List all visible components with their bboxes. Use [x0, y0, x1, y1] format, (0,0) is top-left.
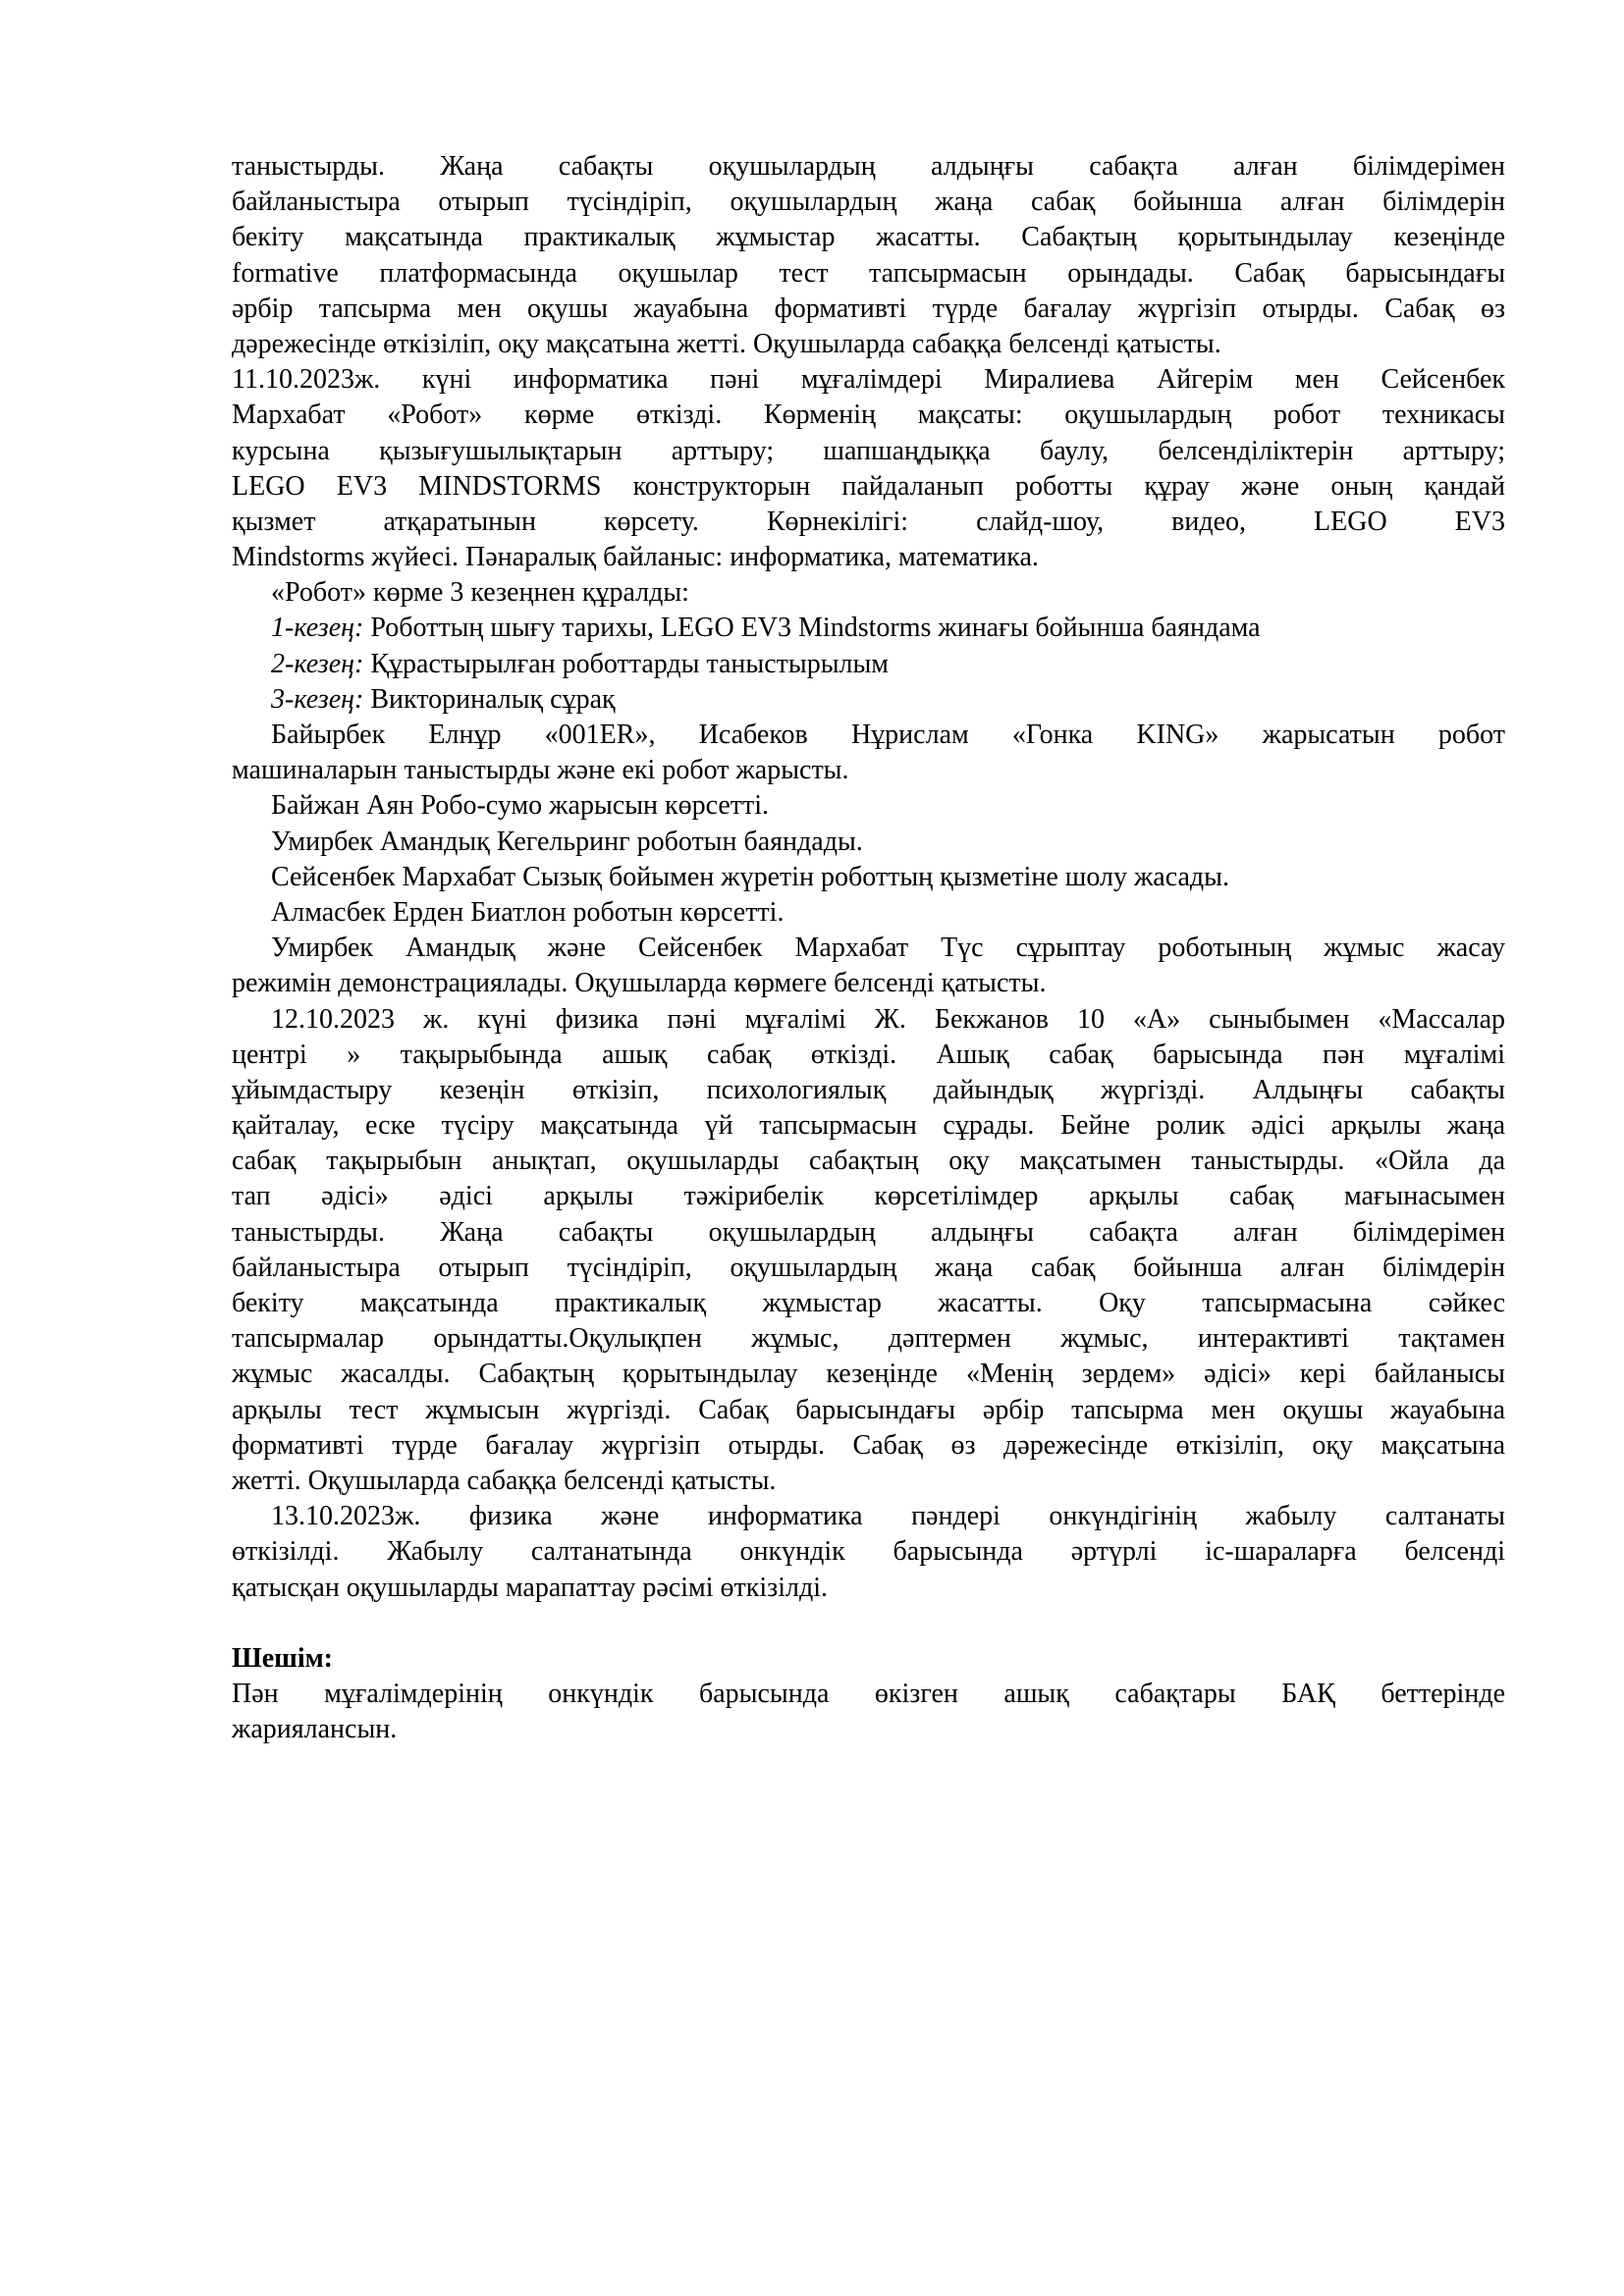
text-line: тапсырмалар орындатты.Оқулықпен жұмыс, дәптермен жұмыс, интерактивті тақтамен: [232, 1323, 1505, 1355]
text-line: таныстырды. Жаңа сабақты оқушылардың алдыңғы сабақта алған білімдерімен: [232, 1216, 1505, 1248]
text-line: жетті. Оқушыларда сабаққа белсенді қатысты.: [232, 1465, 777, 1496]
text-line: сабақ тақырыбын анықтап, оқушыларды сабақтың оқу мақсатымен таныстырды. «Ойла да: [232, 1146, 1505, 1177]
text-line: қайталау, еске түсіру мақсатында үй тапсырмасын сұрады. Бейне ролик әдісі арқылы жаңа: [232, 1110, 1505, 1142]
text-line: ұйымдастыру кезеңін өткізіп, психологиялық дайындық жүргізді. Алдыңғы сабақты: [232, 1074, 1505, 1105]
text-line: формативті түрде бағалау жүргізіп отырды. Сабақ өз дәрежесінде өткізіліп, оқу мақсатына: [232, 1429, 1505, 1461]
blank-line: [232, 1606, 1505, 1641]
text-line: центрі » тақырыбында ашық сабақ өткізді. Ашық сабақ барысында пән мұғалімі: [232, 1039, 1505, 1070]
text-line: режимін демонстрациялады. Оқушыларда көрмеге белсенді қатысты.: [232, 968, 1047, 999]
text-line: таныстырды. Жаңа сабақты оқушылардың алдыңғы сабақта алған білімдерімен: [232, 151, 1505, 182]
paragraph-closing-ceremony: [232, 1499, 1505, 1606]
paragraph-physics-lesson: [232, 1002, 1505, 1500]
text-line: Алмасбек Ерден Биатлон роботын көрсетті.: [271, 896, 785, 928]
text-line: тап әдісі» әдісі арқылы тәжірибелік көрсетілімдер арқылы сабақ мағынасымен: [232, 1181, 1505, 1212]
text-line: қатысқан оқушыларды марапаттау рәсімі өткізілді.: [232, 1572, 828, 1603]
text-line: бекіту мақсатында практикалық жұмыстар жасатты. Сабақтың қорытындылау кезеңінде: [232, 222, 1505, 253]
text-line: LEGO EV3 MINDSTORMS конструкторын пайдаланып роботты құрау және оның қандай: [232, 470, 1505, 502]
paragraph-robot-exhibition: [232, 362, 1505, 575]
stage-text: Викториналық сұрақ: [363, 683, 616, 715]
text-line: бекіту мақсатында практикалық жұмыстар жасатты. Оқу тапсырмасына сәйкес: [232, 1288, 1505, 1318]
text-line: байланыстыра отырып түсіндіріп, оқушылардың жаңа сабақ бойынша алған білімдерін: [232, 1252, 1505, 1283]
decision-section: [232, 1641, 1505, 1748]
text-line: Байжан Аян Робо-сумо жарысын көрсетті.: [271, 790, 770, 822]
stage-label: 3-кезең:: [271, 683, 364, 715]
paragraph-lesson-summary: [232, 149, 1505, 362]
stage-text: Құрастырылған роботтарды таныстырылым: [363, 648, 890, 679]
stage-label: 2-кезең:: [271, 648, 364, 679]
stage-label: 1-кезең:: [271, 613, 364, 644]
text-line: арқылы тест жұмысын жүргізді. Сабақ барысындағы әрбір тапсырма мен оқушы жауабына: [232, 1394, 1505, 1425]
stage-item: [232, 682, 1505, 718]
text-line: әрбір тапсырма мен оқушы жауабына формативті түрде бағалау жүргізіп отырды. Сабақ өз: [232, 293, 1505, 324]
decision-heading: Шешім:: [232, 1642, 333, 1674]
text-line: 13.10.2023ж. физика және информатика пәндері онкүндігінің жабылу салтанаты: [271, 1501, 1505, 1532]
text-line: Пән мұғалімдерінің онкүндік барысында өкізген ашық сабақтары БАҚ беттерінде: [232, 1679, 1505, 1710]
text-line: жұмыс жасалды. Сабақтың қорытындылау кезеңінде «Менің зердем» әдісі» кері байланысы: [232, 1359, 1505, 1390]
text-line: өткізілді. Жабылу салтанатында онкүндік барысында әртүрлі іс-шараларға белсенді: [232, 1536, 1505, 1568]
text-line: қызмет атқаратынын көрсету. Көрнекілігі: слайд-шоу, видео, LEGO EV3: [232, 506, 1505, 537]
text-line: Умирбек Амандық және Сейсенбек Мархабат Түс сұрыптау роботының жұмыс жасау: [271, 933, 1505, 964]
text-line: Мархабат «Робот» көрме өткізді. Көрменің мақсаты: оқушылардың робот техникасы: [232, 400, 1505, 431]
text-line: машиналарын таныстырды және екі робот жарысты.: [232, 755, 849, 786]
text-line: Байырбек Елнұр «001ER», Исабеков Нұрислам «Гонка KING» жарысатын робот: [271, 720, 1505, 750]
text-line: Сейсенбек Мархабат Сызық бойымен жүретін роботтың қызметіне шолу жасады.: [271, 861, 1229, 892]
text-line: курсына қызығушылықтарын арттыру; шапшаңдыққа баулу, белсенділіктерін арттыру;: [232, 435, 1505, 466]
text-line: дәрежесінде өткізіліп, оқу мақсатына жетті. Оқушыларда сабаққа белсенді қатысты.: [232, 328, 1221, 359]
text-line: 11.10.2023ж. күні информатика пәні мұғалімдері Миралиева Айгерім мен Сейсенбек: [232, 364, 1505, 396]
stage-item: [232, 647, 1505, 682]
stage-text: Роботтың шығу тарихы, LEGO EV3 Mindstorms жинағы бойынша баяндама: [363, 613, 1261, 644]
paragraph-robot-race: [232, 718, 1505, 788]
stages-list: [232, 611, 1505, 718]
paragraph-color-sorting: [232, 931, 1505, 1001]
stages-intro: «Робот» көрме 3 кезеңнен құралды:: [271, 577, 689, 609]
text-line: 12.10.2023 ж. күні физика пәні мұғалімі Ж. Бекжанов 10 «А» сыныбымен «Массалар: [271, 1003, 1505, 1035]
text-line: Умирбек Амандық Кегельринг роботын баяндады.: [271, 826, 863, 857]
stage-item: [232, 611, 1505, 646]
text-line: Mindstorms жүйесі. Пәнаралық байланыс: информатика, математика.: [232, 542, 1039, 573]
student-presentations: [232, 788, 1505, 931]
text-line: formative платформасында оқушылар тест тапсырмасын орындады. Сабақ барысындағы: [232, 257, 1505, 289]
document-page: [232, 149, 1505, 1747]
text-line: жариялансын.: [232, 1714, 398, 1745]
text-line: байланыстыра отырып түсіндіріп, оқушылардың жаңа сабақ бойынша алған білімдерін: [232, 187, 1505, 218]
